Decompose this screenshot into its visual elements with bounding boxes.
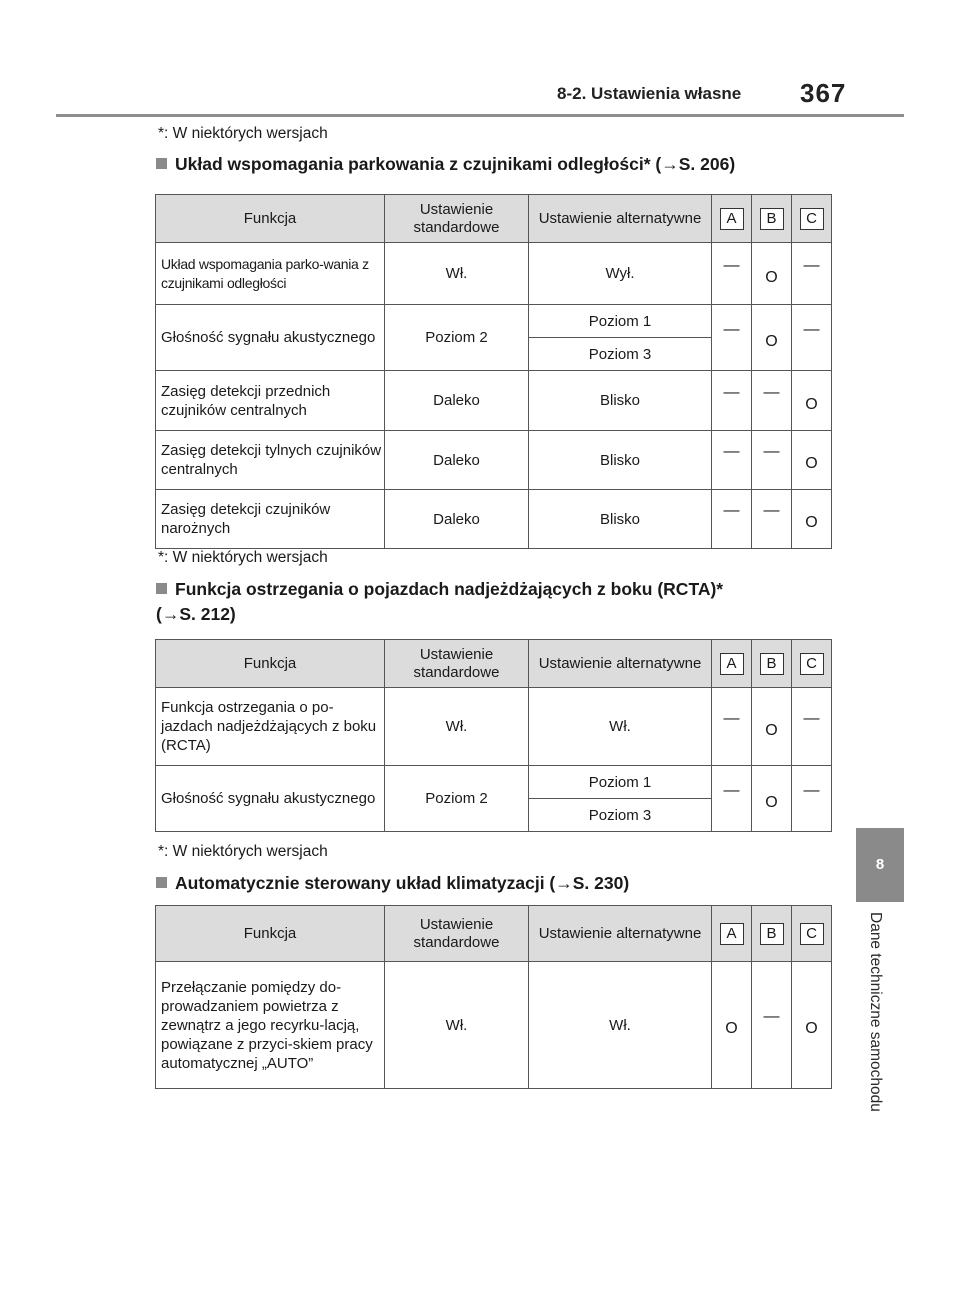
square-bullet-icon bbox=[156, 583, 167, 594]
cell-function: Głośność sygnału akustycznego bbox=[156, 766, 385, 832]
col-alternative: Ustawienie alternatywne bbox=[529, 906, 712, 962]
col-c bbox=[792, 195, 832, 243]
cell-default: Daleko bbox=[385, 371, 529, 431]
footnote-top: *: W niektórych wersjach bbox=[158, 125, 328, 142]
section-title-climate bbox=[156, 871, 846, 896]
section-title-climate-text: Automatycznie sterowany układ klimatyzacji (→S. 230) bbox=[175, 873, 630, 893]
cell-default: Daleko bbox=[385, 490, 529, 549]
mark-b: O bbox=[765, 332, 778, 350]
mark-c: O bbox=[805, 395, 818, 413]
table-row bbox=[156, 490, 832, 549]
cell-default: Daleko bbox=[385, 431, 529, 490]
mark-b: — bbox=[763, 383, 780, 401]
col-b bbox=[752, 640, 792, 688]
page-number: 367 bbox=[800, 78, 847, 108]
letter-c-badge: C bbox=[800, 923, 824, 945]
cell-alternative: Blisko bbox=[529, 490, 712, 549]
mark-b: O bbox=[765, 268, 778, 286]
cell-default: Wł. bbox=[385, 962, 529, 1089]
mark-a: — bbox=[723, 383, 740, 401]
table-row bbox=[156, 962, 832, 1089]
cell-function: Zasięg detekcji przednich czujników centralnych bbox=[156, 371, 385, 431]
table-row bbox=[156, 431, 832, 490]
cell-function: Funkcja ostrzegania o po-jazdach nadjeżdżających z boku (RCTA) bbox=[156, 688, 385, 766]
table-row bbox=[156, 305, 832, 338]
col-function: Funkcja bbox=[156, 195, 385, 243]
mark-c: O bbox=[805, 514, 818, 531]
letter-a-badge: A bbox=[720, 923, 744, 945]
mark-a: — bbox=[723, 781, 740, 799]
col-default: Ustawienie standardowe bbox=[385, 640, 529, 688]
mark-c: — bbox=[803, 709, 820, 727]
cell-alternative: Blisko bbox=[529, 371, 712, 431]
col-a bbox=[712, 906, 752, 962]
footnote-parking: *: W niektórych wersjach bbox=[158, 549, 328, 566]
cell-alternative: Poziom 3 bbox=[529, 799, 712, 832]
letter-b-badge: B bbox=[760, 208, 784, 230]
mark-b: — bbox=[763, 502, 780, 519]
table-header-row bbox=[156, 195, 832, 243]
section-title-rcta bbox=[156, 577, 846, 627]
letter-b-badge: B bbox=[760, 923, 784, 945]
col-alternative: Ustawienie alternatywne bbox=[529, 195, 712, 243]
table-row bbox=[156, 688, 832, 766]
col-a bbox=[712, 640, 752, 688]
cell-alternative: Poziom 3 bbox=[529, 338, 712, 371]
col-function: Funkcja bbox=[156, 906, 385, 962]
rcta-settings-table bbox=[155, 639, 832, 832]
cell-alternative: Wł. bbox=[529, 688, 712, 766]
col-function: Funkcja bbox=[156, 640, 385, 688]
mark-c: — bbox=[803, 256, 820, 274]
cell-alternative: Blisko bbox=[529, 431, 712, 490]
parking-settings-table bbox=[155, 194, 832, 549]
col-b bbox=[752, 906, 792, 962]
cell-default: Wł. bbox=[385, 243, 529, 305]
chapter-tab: 8 bbox=[856, 828, 904, 902]
col-a bbox=[712, 195, 752, 243]
col-alternative: Ustawienie alternatywne bbox=[529, 640, 712, 688]
header-divider bbox=[56, 114, 904, 117]
col-default: Ustawienie standardowe bbox=[385, 906, 529, 962]
mark-b: — bbox=[763, 443, 780, 460]
section-title-parking bbox=[156, 152, 846, 177]
cell-alternative: Poziom 1 bbox=[529, 305, 712, 338]
letter-a-badge: A bbox=[720, 208, 744, 230]
mark-c: O bbox=[805, 1020, 818, 1037]
square-bullet-icon bbox=[156, 158, 167, 169]
mark-a: — bbox=[723, 320, 740, 338]
col-b bbox=[752, 195, 792, 243]
letter-c-badge: C bbox=[800, 208, 824, 230]
table-row bbox=[156, 371, 832, 431]
cell-function: Układ wspomagania parko-wania z czujnikami odległości bbox=[156, 243, 385, 305]
chapter-label: Dane techniczne samochodu bbox=[867, 912, 884, 1112]
cell-function: Głośność sygnału akustycznego bbox=[156, 305, 385, 371]
letter-c-badge: C bbox=[800, 653, 824, 675]
letter-a-badge: A bbox=[720, 653, 744, 675]
square-bullet-icon bbox=[156, 877, 167, 888]
table-row bbox=[156, 243, 832, 305]
section-header: 8-2. Ustawienia własne bbox=[557, 84, 742, 103]
mark-b: O bbox=[765, 721, 778, 739]
table-header-row bbox=[156, 640, 832, 688]
table-header-row bbox=[156, 906, 832, 962]
mark-b: — bbox=[763, 1008, 780, 1025]
cell-function: Zasięg detekcji czujników narożnych bbox=[156, 490, 385, 549]
cell-alternative: Wł. bbox=[529, 962, 712, 1089]
cell-function: Przełączanie pomiędzy do-prowadzaniem powietrza z zewnątrz a jego recyrku-lacją, powiązane z przyci-skiem pracy automatycznej „AUTO” bbox=[156, 962, 385, 1089]
cell-default: Poziom 2 bbox=[385, 766, 529, 832]
section-title-rcta-line1: Funkcja ostrzegania o pojazdach nadjeżdżających z boku (RCTA)* bbox=[175, 579, 724, 599]
mark-a: — bbox=[723, 709, 740, 727]
letter-b-badge: B bbox=[760, 653, 784, 675]
cell-default: Wł. bbox=[385, 688, 529, 766]
section-title-rcta-line2: (→S. 212) bbox=[156, 604, 236, 624]
col-c bbox=[792, 640, 832, 688]
cell-alternative: Poziom 1 bbox=[529, 766, 712, 799]
mark-a: O bbox=[725, 1020, 738, 1037]
mark-c: — bbox=[803, 781, 820, 799]
mark-b: O bbox=[765, 793, 778, 811]
cell-alternative: Wył. bbox=[529, 243, 712, 305]
table-row bbox=[156, 766, 832, 799]
climate-settings-table bbox=[155, 905, 832, 1089]
mark-c: — bbox=[803, 320, 820, 338]
mark-a: — bbox=[723, 256, 740, 274]
mark-c: O bbox=[805, 455, 818, 472]
mark-a: — bbox=[723, 443, 740, 460]
cell-function: Zasięg detekcji tylnych czujników centralnych bbox=[156, 431, 385, 490]
chapter-label-container bbox=[866, 912, 896, 1152]
footnote-rcta: *: W niektórych wersjach bbox=[158, 843, 328, 860]
col-default: Ustawienie standardowe bbox=[385, 195, 529, 243]
col-c bbox=[792, 906, 832, 962]
cell-default: Poziom 2 bbox=[385, 305, 529, 371]
mark-a: — bbox=[723, 502, 740, 519]
section-title-parking-text: Układ wspomagania parkowania z czujnikami odległości* (→S. 206) bbox=[175, 154, 736, 174]
